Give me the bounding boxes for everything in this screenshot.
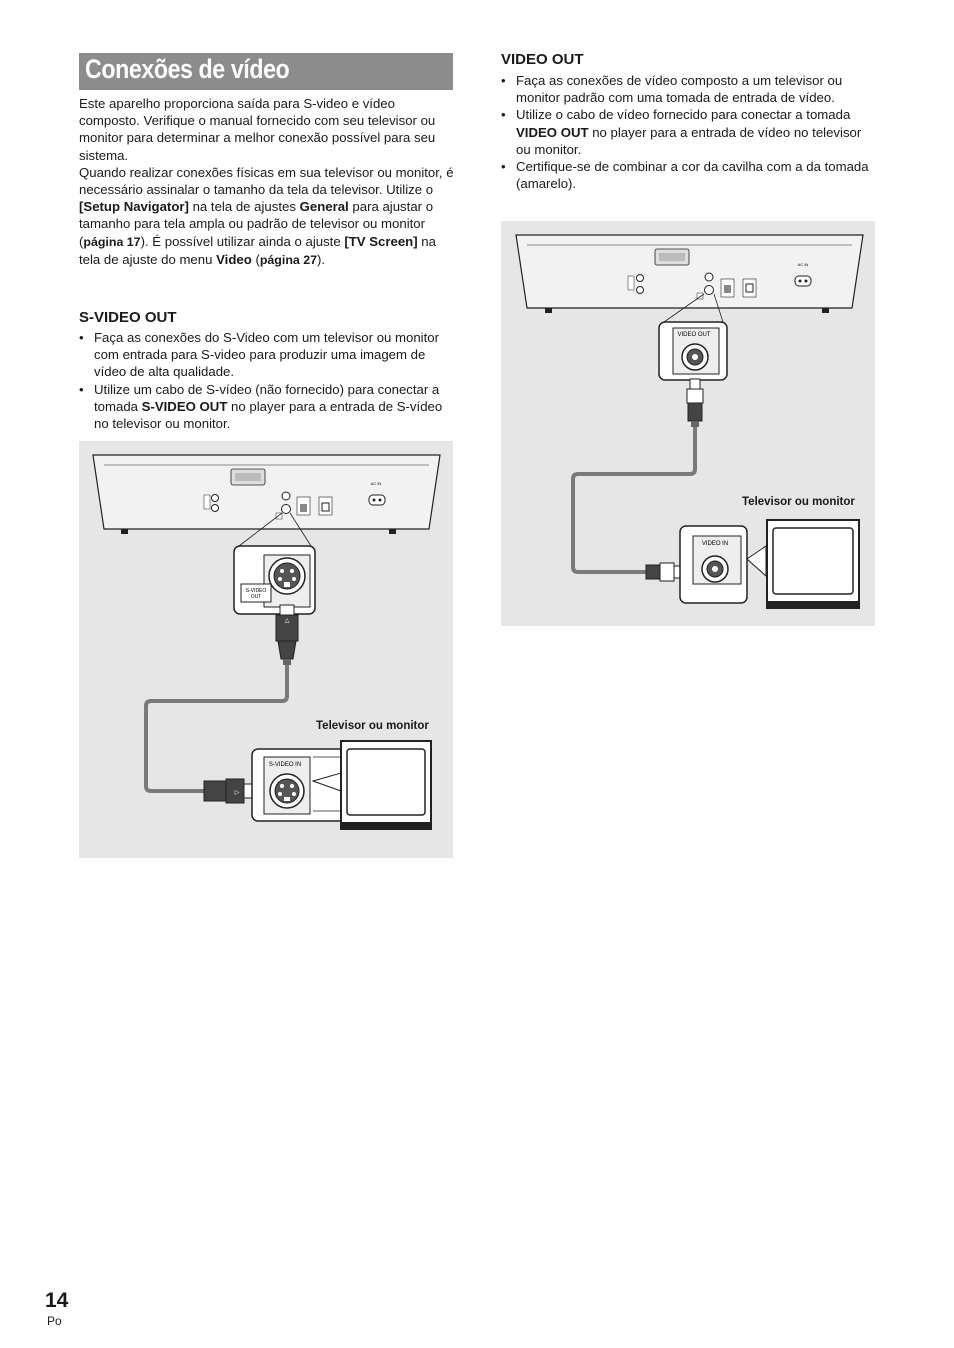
page-number: 14 [45, 1289, 69, 1312]
player-rear-panel [516, 235, 863, 313]
svideo-plug-bottom [204, 779, 254, 803]
player-rear-panel [93, 455, 440, 534]
video-figure [501, 221, 875, 626]
video-tv-label: Televisor ou monitor [742, 496, 855, 508]
intro-text [79, 95, 457, 269]
ac-in-label: AC IN [797, 262, 809, 267]
rca-plug-top [687, 379, 703, 427]
intro-paragraph-1: Este aparelho proporciona saída para S-video e vídeo composto. Verifique o manual fornecido com seu televisor ou monitor para determinar a melhor conexão possível para seu sistema. [79, 96, 436, 163]
video-in-label: VIDEO IN [701, 541, 729, 547]
svideo-out-label-1: S-VIDEO [245, 588, 267, 594]
video-bullet-2: • Utilize o cabo de vídeo fornecido para conectar a tomada VIDEO OUT no player para a entrada de vídeo no televisor ou monitor. [501, 106, 876, 158]
svideo-heading: S-VIDEO OUT [79, 309, 177, 326]
video-in-jack-closeup [680, 526, 747, 603]
video-out-jack-closeup [659, 322, 727, 380]
video-heading: VIDEO OUT [501, 51, 584, 68]
video-cable [573, 427, 695, 572]
svg-text:△: △ [284, 618, 290, 624]
svideo-diagram [79, 441, 453, 858]
tv-monitor-icon [341, 741, 431, 829]
video-diagram [501, 221, 875, 626]
video-out-label: VIDEO OUT [677, 332, 711, 338]
intro-paragraph-2: Quando realizar conexões físicas em sua televisor ou monitor, é necessário assinalar o tamanho da tela da televisor. Utilize o [Setup Navigator] na tela de ajustes General para ajustar o tamanho para tela ampla ou padrão de televisor ou monitor (página 17). É possível utilizar ainda o ajuste [TV Screen] na tela de ajuste do menu Video (página 27). [79, 164, 454, 267]
svideo-out-jack-closeup [234, 546, 315, 614]
svideo-out-label-2: OUT [250, 594, 262, 600]
svideo-figure [79, 441, 453, 858]
video-bullets [501, 72, 876, 192]
svideo-bullet-2: • Utilize um cabo de S-vídeo (não fornecido) para conectar a tomada S-VIDEO OUT no player para a entrada de S-vídeo no televisor ou monitor. [79, 381, 454, 433]
svideo-bullet-1: • Faça as conexões do S-Video com um televisor ou monitor com entrada para S-video para produzir uma imagem de vídeo de alta qualidade. [79, 329, 454, 381]
video-bullet-1: • Faça as conexões de vídeo composto a um televisor ou monitor padrão com uma tomada de entrada de vídeo. [501, 72, 876, 106]
tv-monitor-icon [767, 520, 859, 608]
svideo-tv-label: Televisor ou monitor [316, 720, 429, 732]
title-bar [79, 53, 453, 90]
video-bullet-3: • Certifique-se de combinar a cor da cavilha com a da tomada (amarelo). [501, 158, 876, 192]
ac-in-label: AC IN [370, 481, 382, 486]
svg-text:▷: ▷ [234, 790, 240, 796]
svideo-in-label: S-VIDEO IN [268, 762, 302, 768]
page-title: Conexões de vídeo [85, 54, 290, 84]
svideo-bullets [79, 329, 454, 432]
language-code: Po [47, 1314, 62, 1328]
